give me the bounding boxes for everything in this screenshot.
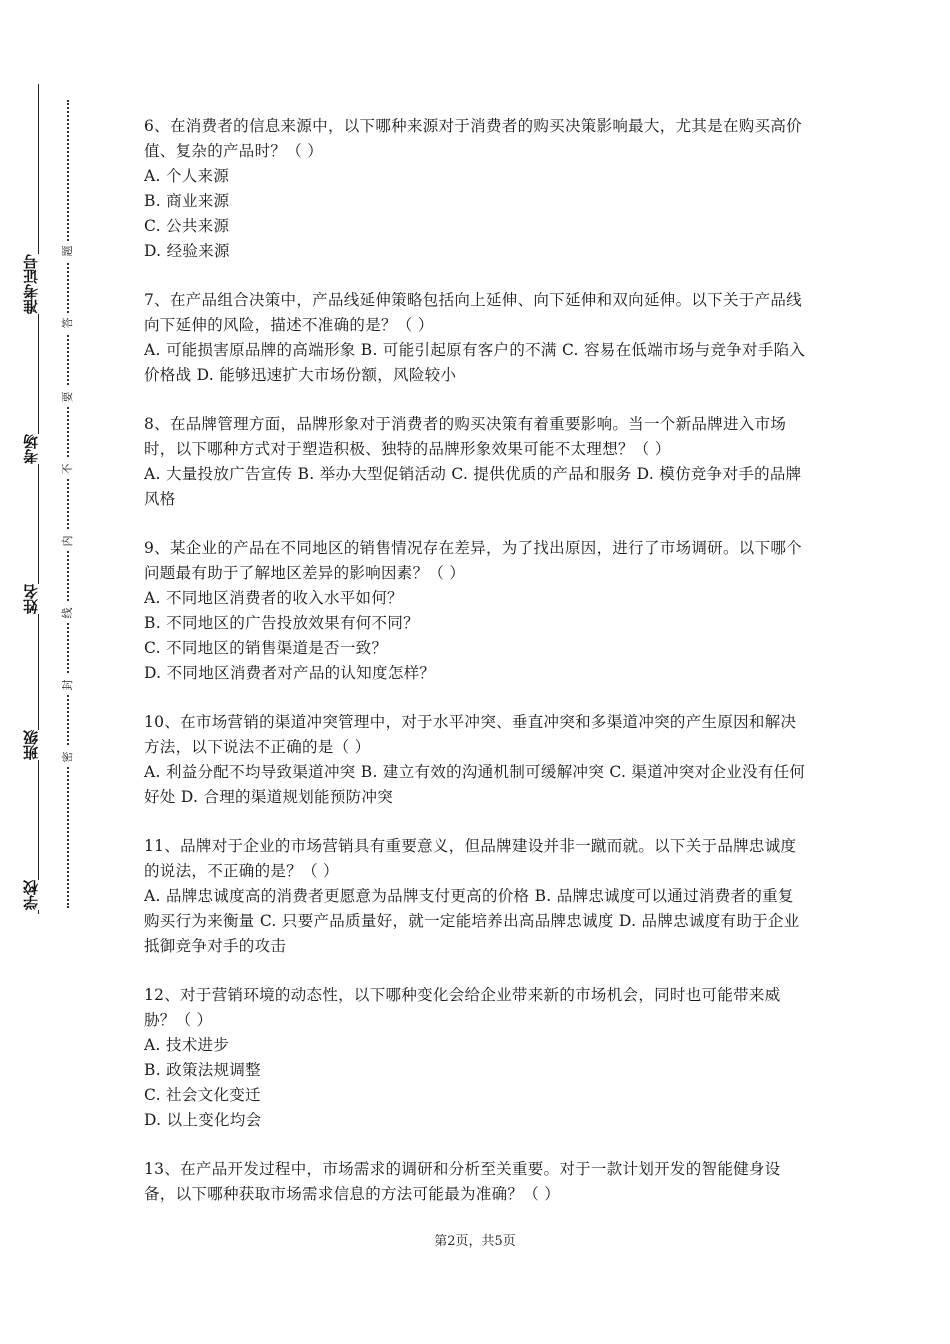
question-options: A. 可能损害原品牌的高端形象 B. 可能引起原有客户的不满 C. 容易在低端市场与竞争对手陷入价格战 D. 能够迅速扩大市场份额，风险较小 [144, 341, 806, 384]
question-stem: 7、在产品组合决策中，产品线延伸策略包括向上延伸、向下延伸和双向延伸。以下关于产品线向下延伸的风险，描述不准确的是？（ ） [144, 291, 802, 334]
question-stem: 6、在消费者的信息来源中，以下哪种来源对于消费者的购买决策影响最大，尤其是在购买高价值、复杂的产品时？（ ） [144, 117, 802, 160]
school-label: 学校 [22, 880, 54, 910]
option-a: A. 技术进步 [144, 1036, 230, 1054]
question-12 [144, 983, 808, 1133]
question-stem: 8、在品牌管理方面，品牌形象对于消费者的购买决策有着重要影响。当一个新品牌进入市场时，以下哪种方式对于塑造积极、独特的品牌形象效果可能不太理想？（ ） [144, 415, 787, 458]
option-d: D. 以上变化均会 [144, 1111, 262, 1129]
seal-char: 内 [61, 531, 75, 551]
question-10 [144, 710, 808, 810]
question-list [144, 114, 808, 1231]
option-c: C. 公共来源 [144, 217, 230, 235]
binding-strip [0, 0, 90, 1344]
option-b: B. 政策法规调整 [144, 1061, 261, 1079]
name-label: 姓名 [22, 584, 54, 614]
question-stem: 12、对于营销环境的动态性，以下哪种变化会给企业带来新的市场机会，同时也可能带来威胁？（ ） [144, 986, 781, 1029]
binding-line [38, 84, 39, 914]
question-11 [144, 834, 808, 959]
question-options: A. 利益分配不均导致渠道冲突 B. 建立有效的沟通机制可缓解冲突 C. 渠道冲突对企业没有任何好处 D. 合理的渠道规划能预防冲突 [144, 763, 806, 806]
question-13 [144, 1157, 808, 1207]
question-6 [144, 114, 808, 264]
seal-char: 封 [61, 675, 75, 695]
option-c: C. 社会文化变迁 [144, 1086, 261, 1104]
question-stem: 13、在产品开发过程中，市场需求的调研和分析至关重要。对于一款计划开发的智能健身设备，以下哪种获取市场需求信息的方法可能最为准确？（ ） [144, 1160, 781, 1203]
option-d: D. 不同地区消费者对产品的认知度怎样？ [144, 664, 436, 682]
question-8 [144, 412, 808, 512]
seal-char: 不 [61, 459, 75, 479]
option-a: A. 个人来源 [144, 167, 230, 185]
question-options: A. 品牌忠诚度高的消费者更愿意为品牌支付更高的价格 B. 品牌忠诚度可以通过消费者的重复购买行为来衡量 C. 只要产品质量好，就一定能培养出高品牌忠诚度 D. 品牌忠诚度有助于企业抵御竞争对手的攻击 [144, 887, 800, 955]
seal-char: 题 [61, 241, 75, 261]
seal-char: 线 [61, 603, 75, 623]
question-options: A. 大量投放广告宣传 B. 举办大型促销活动 C. 提供优质的产品和服务 D. 模仿竞争对手的品牌风格 [144, 465, 802, 508]
option-a: A. 不同地区消费者的收入水平如何？ [144, 589, 403, 607]
seal-dotted-line [67, 100, 69, 908]
seal-char: 答 [61, 313, 75, 333]
question-7 [144, 288, 808, 388]
option-b: B. 不同地区的广告投放效果有何不同？ [144, 614, 419, 632]
seal-char: 要 [61, 387, 75, 407]
option-c: C. 不同地区的销售渠道是否一致？ [144, 639, 388, 657]
page-number: 第2页，共5页 [434, 1234, 516, 1249]
class-label: 班级 [22, 730, 54, 760]
question-stem: 10、在市场营销的渠道冲突管理中，对于水平冲突、垂直冲突和多渠道冲突的产生原因和解决方法，以下说法不正确的是（ ） [144, 713, 797, 756]
seal-char: 密 [61, 747, 75, 767]
exam-room-label: 考场 [22, 434, 54, 464]
question-stem: 9、某企业的产品在不同地区的销售情况存在差异，为了找出原因，进行了市场调研。以下哪个问题最有助于了解地区差异的影响因素？（ ） [144, 539, 802, 582]
question-stem: 11、品牌对于企业的市场营销具有重要意义，但品牌建设并非一蹴而就。以下关于品牌忠诚度的说法，不正确的是？（ ） [144, 837, 797, 880]
option-d: D. 经验来源 [144, 242, 230, 260]
option-b: B. 商业来源 [144, 192, 230, 210]
question-9 [144, 536, 808, 686]
admission-number-label: 准考证号 [22, 254, 54, 314]
